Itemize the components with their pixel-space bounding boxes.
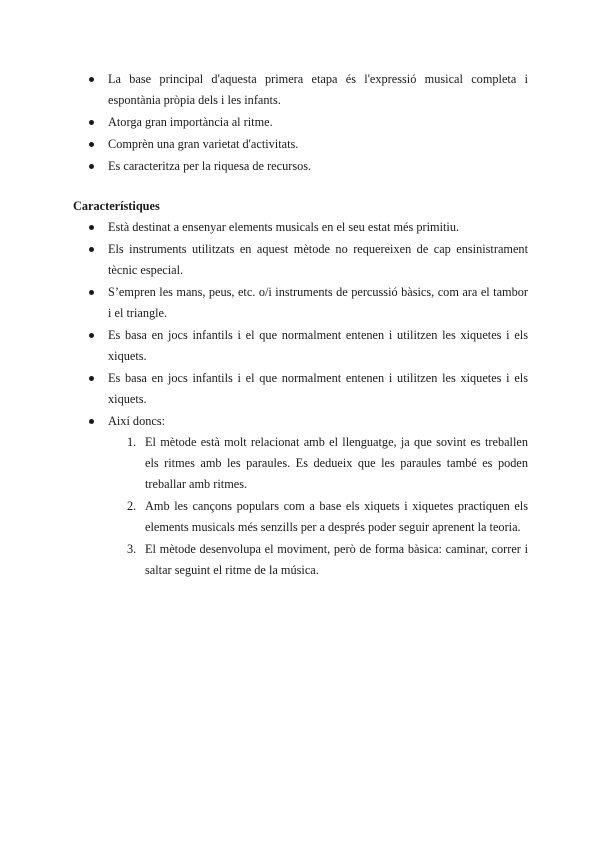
- bullet-dot-icon: [89, 333, 94, 338]
- bullet-dot-icon: [89, 142, 94, 147]
- numbered-item-text: El mètode desenvolupa el moviment, però de forma bàsica: caminar, correr i saltar seguint el ritme de la música.: [145, 542, 528, 577]
- bullet-dot-icon: [89, 77, 94, 82]
- characteristics-bullet-list: [73, 217, 528, 432]
- document-content: [73, 69, 528, 581]
- numbered-item: [73, 432, 528, 495]
- intro-bullet-list: [73, 69, 528, 177]
- list-item-text: Atorga gran importància al ritme.: [108, 115, 273, 129]
- section-heading: Característiques: [73, 199, 160, 213]
- list-item-text: S’empren les mans, peus, etc. o/i instruments de percussió bàsics, com ara el tambor i el triangle.: [108, 285, 528, 320]
- list-item: [73, 134, 528, 155]
- list-item: [73, 217, 528, 238]
- list-item-text: Està destinat a ensenyar elements musicals en el seu estat més primitiu.: [108, 220, 460, 234]
- numbered-list: [73, 432, 528, 581]
- bullet-dot-icon: [89, 164, 94, 169]
- list-item-text: Així doncs:: [108, 414, 166, 428]
- list-item: [73, 411, 528, 432]
- item-number: 3.: [127, 542, 137, 556]
- list-item: [73, 368, 528, 410]
- bullet-dot-icon: [89, 376, 94, 381]
- numbered-item-text: El mètode està molt relacionat amb el llenguatge, ja que sovint es treballen els ritmes amb les paraules. Es dedueix que les paraules també es poden treballar amb ritmes.: [145, 435, 528, 491]
- list-item-text: Comprèn una gran varietat d'activitats.: [108, 137, 299, 151]
- bullet-dot-icon: [89, 120, 94, 125]
- list-item-text: Els instruments utilitzats en aquest mètode no requereixen de cap ensinistrament tècnic especial.: [108, 242, 528, 277]
- list-item: [73, 112, 528, 133]
- list-item-text: Es caracteritza per la riquesa de recursos.: [108, 159, 312, 173]
- numbered-item-text: Amb les cançons populars com a base els xiquets i xiquetes practiquen els elements musicals més senzills per a després poder seguir aprenent la teoria.: [145, 499, 528, 534]
- bullet-dot-icon: [89, 225, 94, 230]
- list-item: [73, 325, 528, 367]
- item-number: 2.: [127, 499, 137, 513]
- bullet-dot-icon: [89, 290, 94, 295]
- list-item: [73, 69, 528, 111]
- numbered-item: [73, 539, 528, 581]
- list-item-text: Es basa en jocs infantils i el que normalment entenen i utilitzen les xiquetes i els xiquets.: [108, 371, 528, 406]
- list-item: [73, 156, 528, 177]
- list-item: [73, 282, 528, 324]
- numbered-item: [73, 496, 528, 538]
- list-item-text: Es basa en jocs infantils i el que normalment entenen i utilitzen les xiquetes i els xiquets.: [108, 328, 528, 363]
- bullet-dot-icon: [89, 247, 94, 252]
- item-number: 1.: [127, 435, 137, 449]
- bullet-dot-icon: [89, 419, 94, 424]
- list-item-text: La base principal d'aquesta primera etapa és l'expressió musical completa i espontània pròpia dels i les infants.: [108, 72, 528, 107]
- list-item: [73, 239, 528, 281]
